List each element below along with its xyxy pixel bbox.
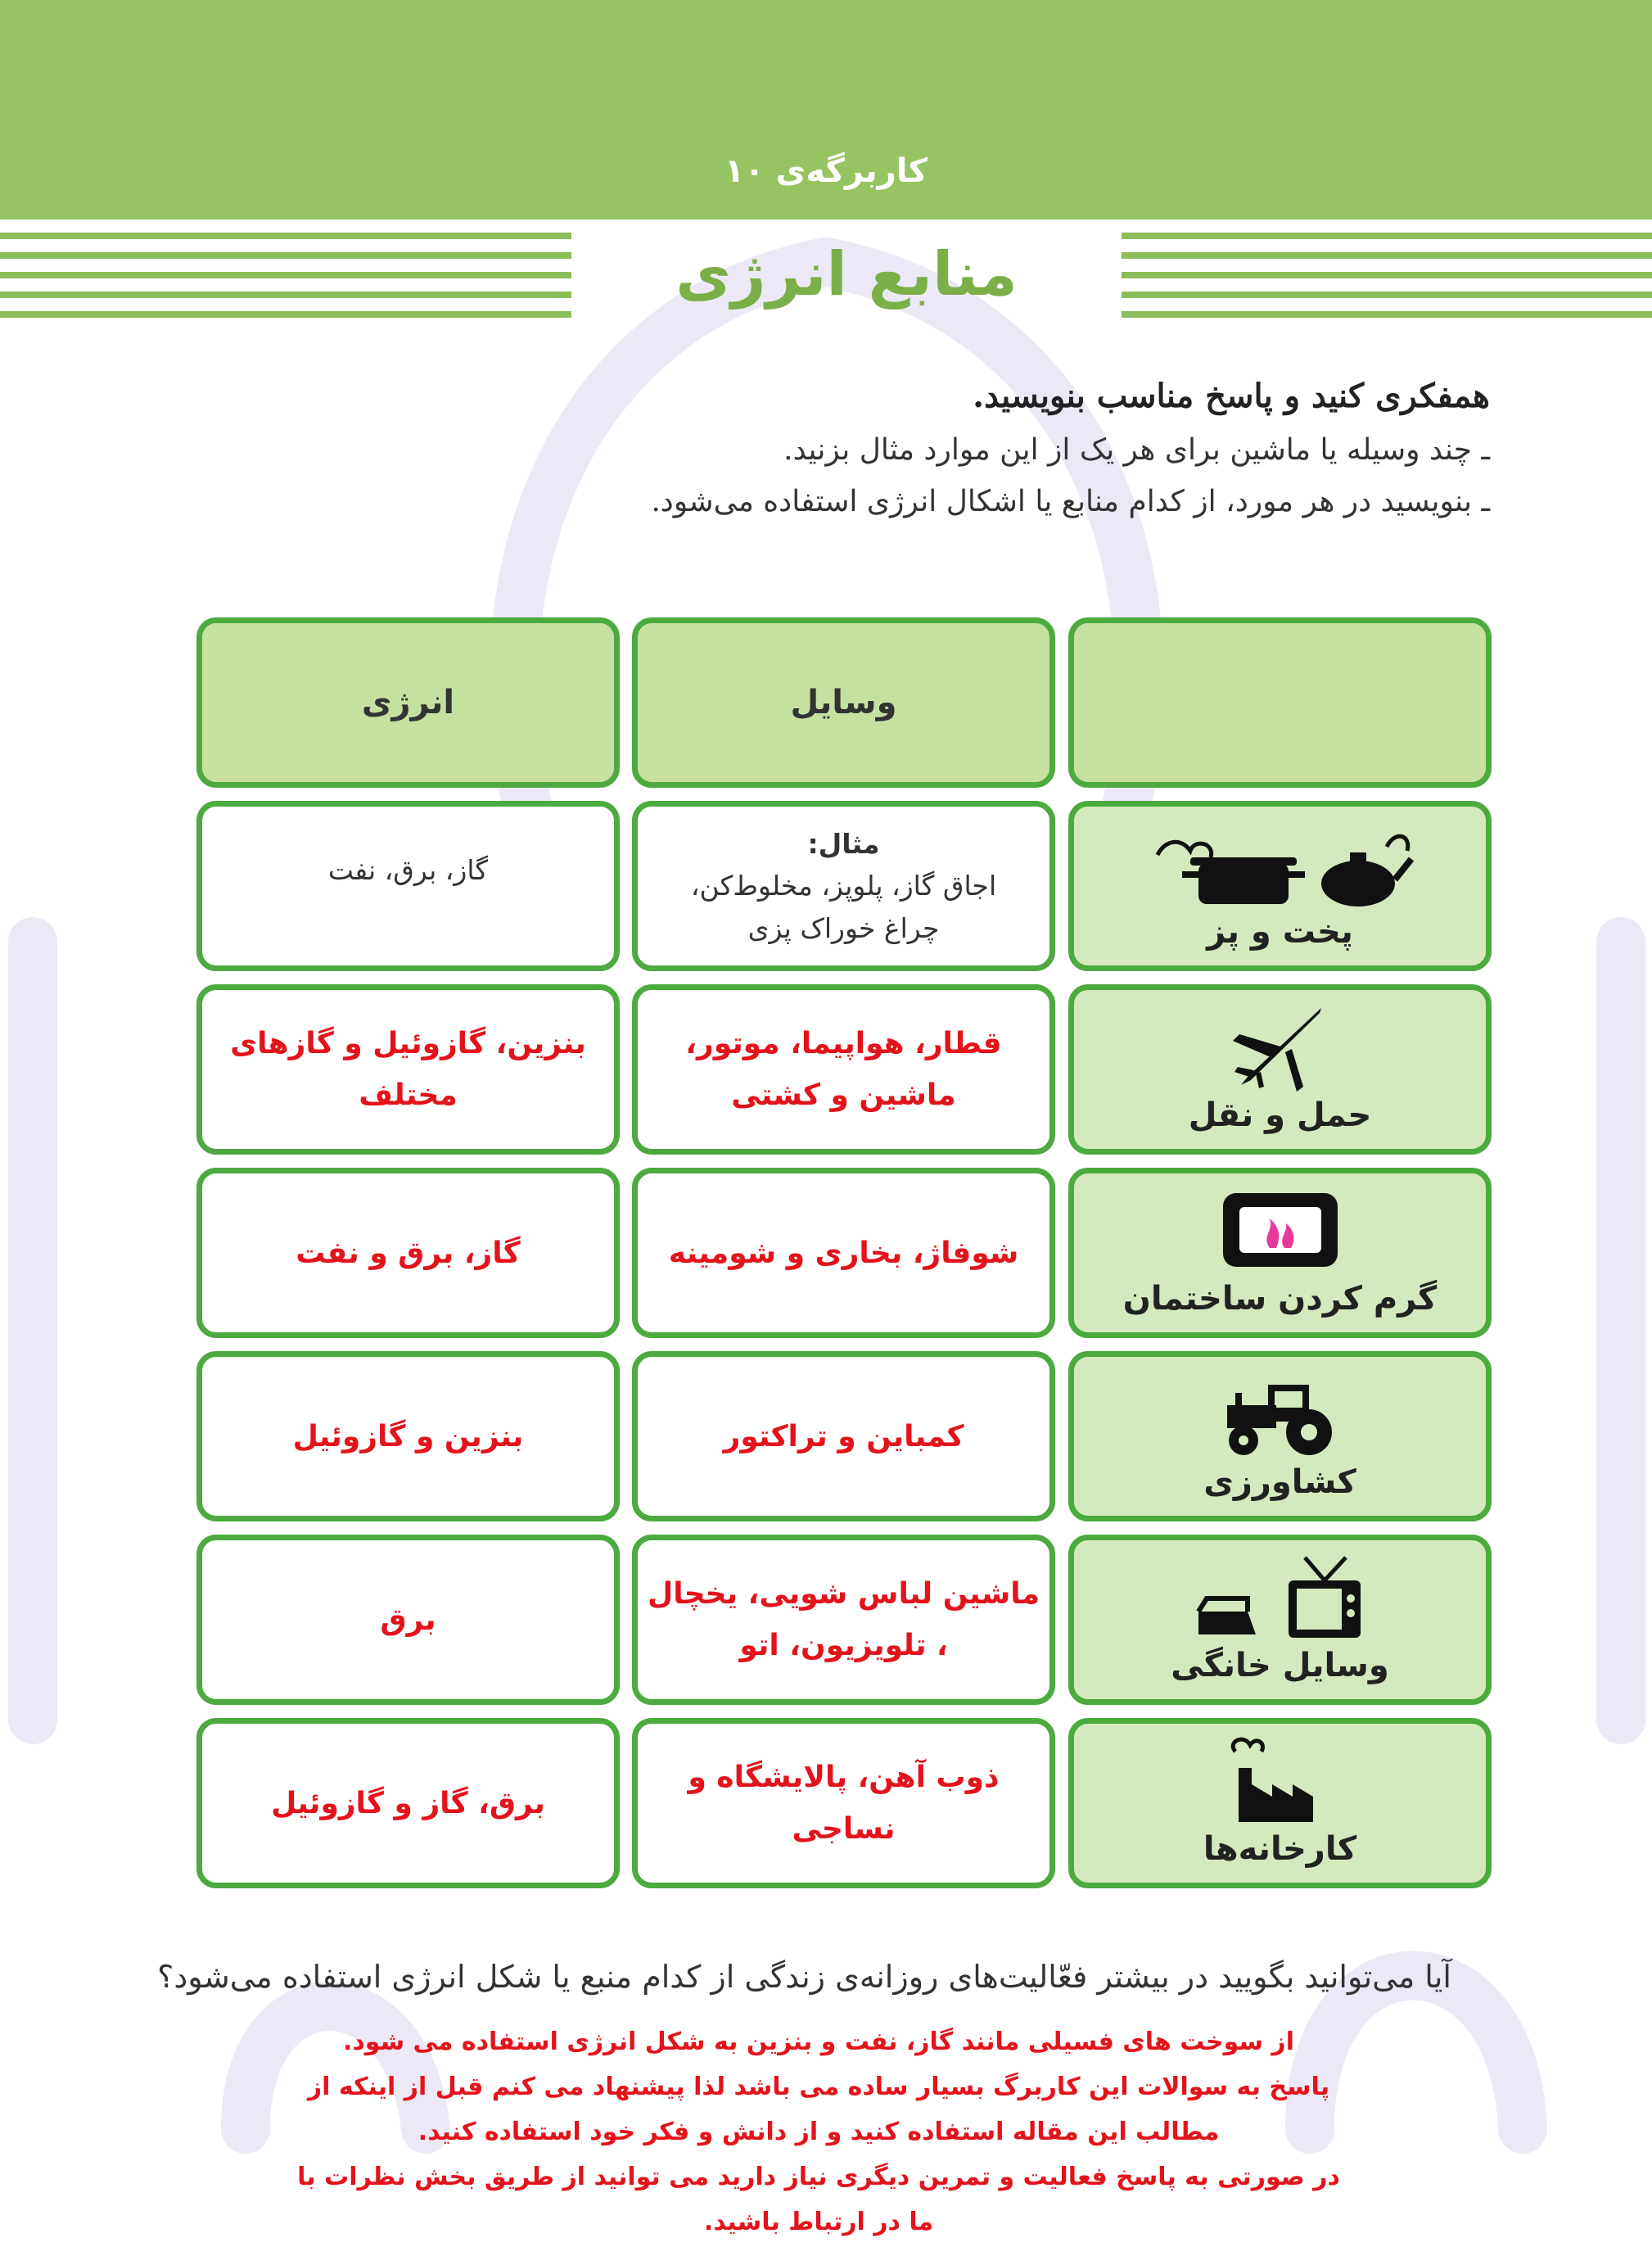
category-cell-cooking [1068,801,1492,971]
energy-cell-home-appliances [196,1535,620,1705]
answer-energy-line: گاز، برق و نفت [296,1236,521,1270]
decorative-stripes-left [0,233,571,318]
devices-cell-cooking [632,801,1055,971]
category-cell-agriculture [1068,1351,1492,1521]
header-cell-category [1068,617,1492,788]
devices-cell-home-appliances [632,1535,1055,1705]
answer-energy-line: بنزین، گازوئیل و گازهای [230,1027,586,1060]
instruction-item-1: ـ چند وسیله یا ماشین برای هر یک از این موارد مثال بزنید. [783,433,1490,467]
decorative-stripes-right [1122,233,1652,318]
answer-block [229,2019,1408,2245]
energy-cell-cooking [196,801,620,971]
answer-line: مطالب این مقاله استفاده کنید و از دانش و فکر خود استفاده کنید. [418,2118,1220,2146]
answer-line: از سوخت های فسیلی مانند گاز، نفت و بنزین به شکل انرژی استفاده می شود. [343,2028,1294,2056]
category-label: گرم کردن ساختمان [1122,1280,1438,1318]
question-text: آیا می‌توانید بگویید در بیشتر فعّالیت‌های روزانه‌ی زندگی از کدام منبع یا شکل انرژی استفاده می‌شود؟ [157,1959,1451,1995]
header-cell-devices: وسایل [632,617,1055,788]
devices-cell-transport [632,984,1055,1155]
factory-icon [1227,1735,1334,1825]
devices-cell-agriculture [632,1351,1055,1521]
pots-icon [1141,826,1420,908]
answer-devices-line: قطار، هواپیما، موتور، [685,1027,1002,1060]
heater-icon [1219,1189,1342,1275]
example-devices-line: اجاق گاز، پلوپز، مخلوط‌کن، [690,870,997,902]
category-cell-transport [1068,984,1492,1155]
answer-line: در صورتی به پاسخ فعالیت و تمرین دیگری نیاز دارید می توانید از طریق بخش نظرات با [297,2163,1340,2191]
example-label: مثال: [807,828,880,861]
devices-cell-heating [632,1168,1055,1338]
answer-energy-line: برق [380,1603,436,1637]
example-energy: گاز، برق، نفت [327,854,489,886]
category-cell-home-appliances [1068,1535,1492,1705]
answer-devices-line: شوفاژ، بخاری و شومینه [668,1236,1019,1270]
header-cell-energy: انرژی [196,617,620,788]
tractor-icon [1219,1377,1342,1458]
answer-devices-line: کمباین و تراکتور [723,1419,964,1454]
devices-cell-factories [632,1718,1055,1888]
category-label: وسایل خانگی [1171,1647,1389,1684]
tv-iron-icon [1190,1556,1370,1642]
instructions [508,377,1490,536]
category-label: حمل و نقل [1188,1096,1372,1134]
worksheet-label: کاربرگه‌ی ۱۰ [724,152,928,190]
answer-line: ما در ارتباط باشید. [703,2208,934,2236]
category-label: پخت و پز [1207,913,1353,951]
energy-cell-agriculture [196,1351,620,1521]
category-cell-heating [1068,1168,1492,1338]
category-cell-factories [1068,1718,1492,1888]
answer-energy-line: مختلف [359,1078,458,1112]
instructions-heading: همفکری کنید و پاسخ مناسب بنویسید. [973,377,1490,415]
energy-cell-heating [196,1168,620,1338]
answer-devices-line: ماشین و کشتی [731,1078,956,1112]
energy-cell-transport [196,984,620,1155]
answer-energy-line: بنزین و گازوئیل [292,1419,524,1454]
answer-devices-line: ماشین لباس شویی، یخچال [647,1577,1040,1611]
example-devices-line: چراغ خوراک پزی [747,911,940,944]
category-label: کشاورزی [1203,1463,1356,1501]
page-title: منابع انرژی [675,239,1018,310]
instruction-item-2: ـ بنویسید در هر مورد، از کدام منابع یا اشکال انرژی استفاده می‌شود. [651,485,1490,518]
energy-cell-factories [196,1718,620,1888]
answer-devices-line: ، تلویزیون، اتو [739,1629,948,1662]
airplane-icon [1231,1001,1329,1092]
answer-energy-line: برق، گاز و گازوئیل [271,1786,545,1820]
answer-line: پاسخ به سوالات این کاربرگ بسیار ساده می باشد لذا پیشنهاد می کنم قبل از اینکه از [307,2073,1330,2101]
category-label: کارخانه‌ها [1203,1830,1357,1868]
answer-devices-line: ذوب آهن، پالایشگاه و نساجی [688,1761,1000,1846]
